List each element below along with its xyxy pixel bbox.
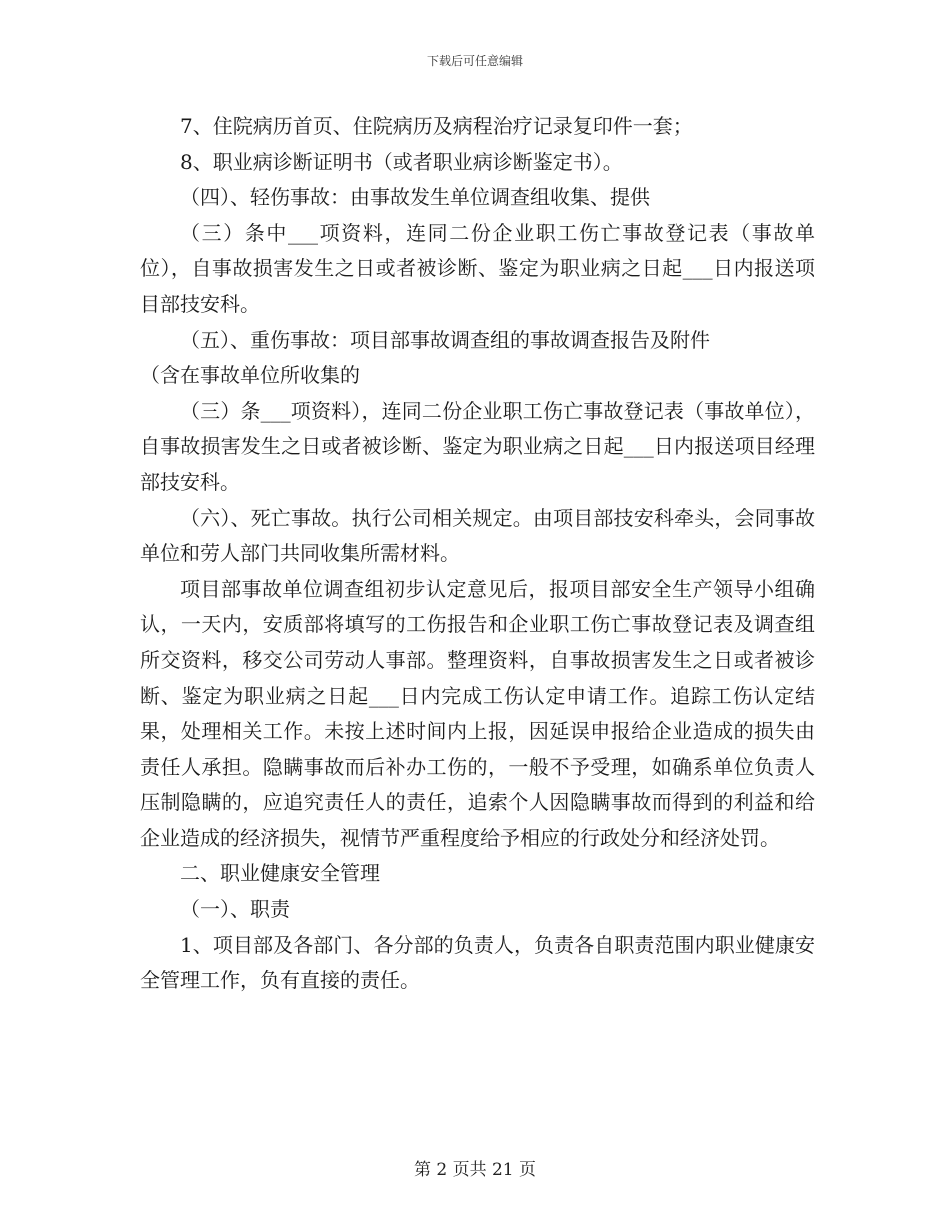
paragraph: （三）条中___项资料，连同二份企业职工伤亡事故登记表（事故单位），自事故损害发生之日或者被诊断、鉴定为职业病之日起___日内报送项目部技安科。: [140, 220, 815, 316]
paragraph: （四）、轻伤事故：由事故发生单位调查组收集、提供: [180, 185, 650, 210]
paragraph: 8、职业病诊断证明书（或者职业病诊断鉴定书）。: [180, 149, 623, 174]
paragraph: 项目部事故单位调查组初步认定意见后，报项目部安全生产领导小组确认，一天内，安质部将填写的工伤报告和企业职工伤亡事故登记表及调查组所交资料，移交公司劳动人事部。整理资料，自事故损害发生之日或者被诊断、鉴定为职业病之日起___日内完成工伤认定申请工作。追踪工伤认定结果，处理相关工作。未按上述时间内上报，因延误申报给企业造成的损失由责任人承担。隐瞒事故而后补办工伤的，一般不予受理，如确系单位负责人压制隐瞒的，应追究责任人的责任，追索个人因隐瞒事故而得到的利益和给企业造成的经济损失，视情节严重程度给予相应的行政处分和经济处罚。: [140, 576, 815, 850]
section-heading: 二、职业健康安全管理: [180, 861, 380, 886]
paragraph: 1、项目部及各部门、各分部的负责人，负责各自职责范围内职业健康安全管理工作，负有直接的责任。: [140, 932, 815, 993]
paragraph: （三）条___项资料），连同二份企业职工伤亡事故登记表（事故单位），自事故损害发生之日或者被诊断、鉴定为职业病之日起___日内报送项目经理部技安科。: [140, 398, 815, 494]
page-header-note: 下载后可任意编辑: [426, 54, 523, 68]
page-number: 第 2 页共 21 页: [413, 1160, 537, 1180]
paragraph: （六）、死亡事故。执行公司相关规定。由项目部技安科牵头，会同事故单位和劳人部门共同收集所需材料。: [140, 505, 815, 566]
subsection-heading: （一）、职责: [180, 897, 290, 922]
paragraph: 7、住院病历首页、住院病历及病程治疗记录复印件一套；: [180, 114, 693, 138]
paragraph: （五）、重伤事故：项目部事故调查组的事故调查报告及附件: [180, 327, 710, 352]
paragraph: （含在事故单位所收集的: [140, 363, 360, 388]
document-body: [140, 109, 815, 999]
